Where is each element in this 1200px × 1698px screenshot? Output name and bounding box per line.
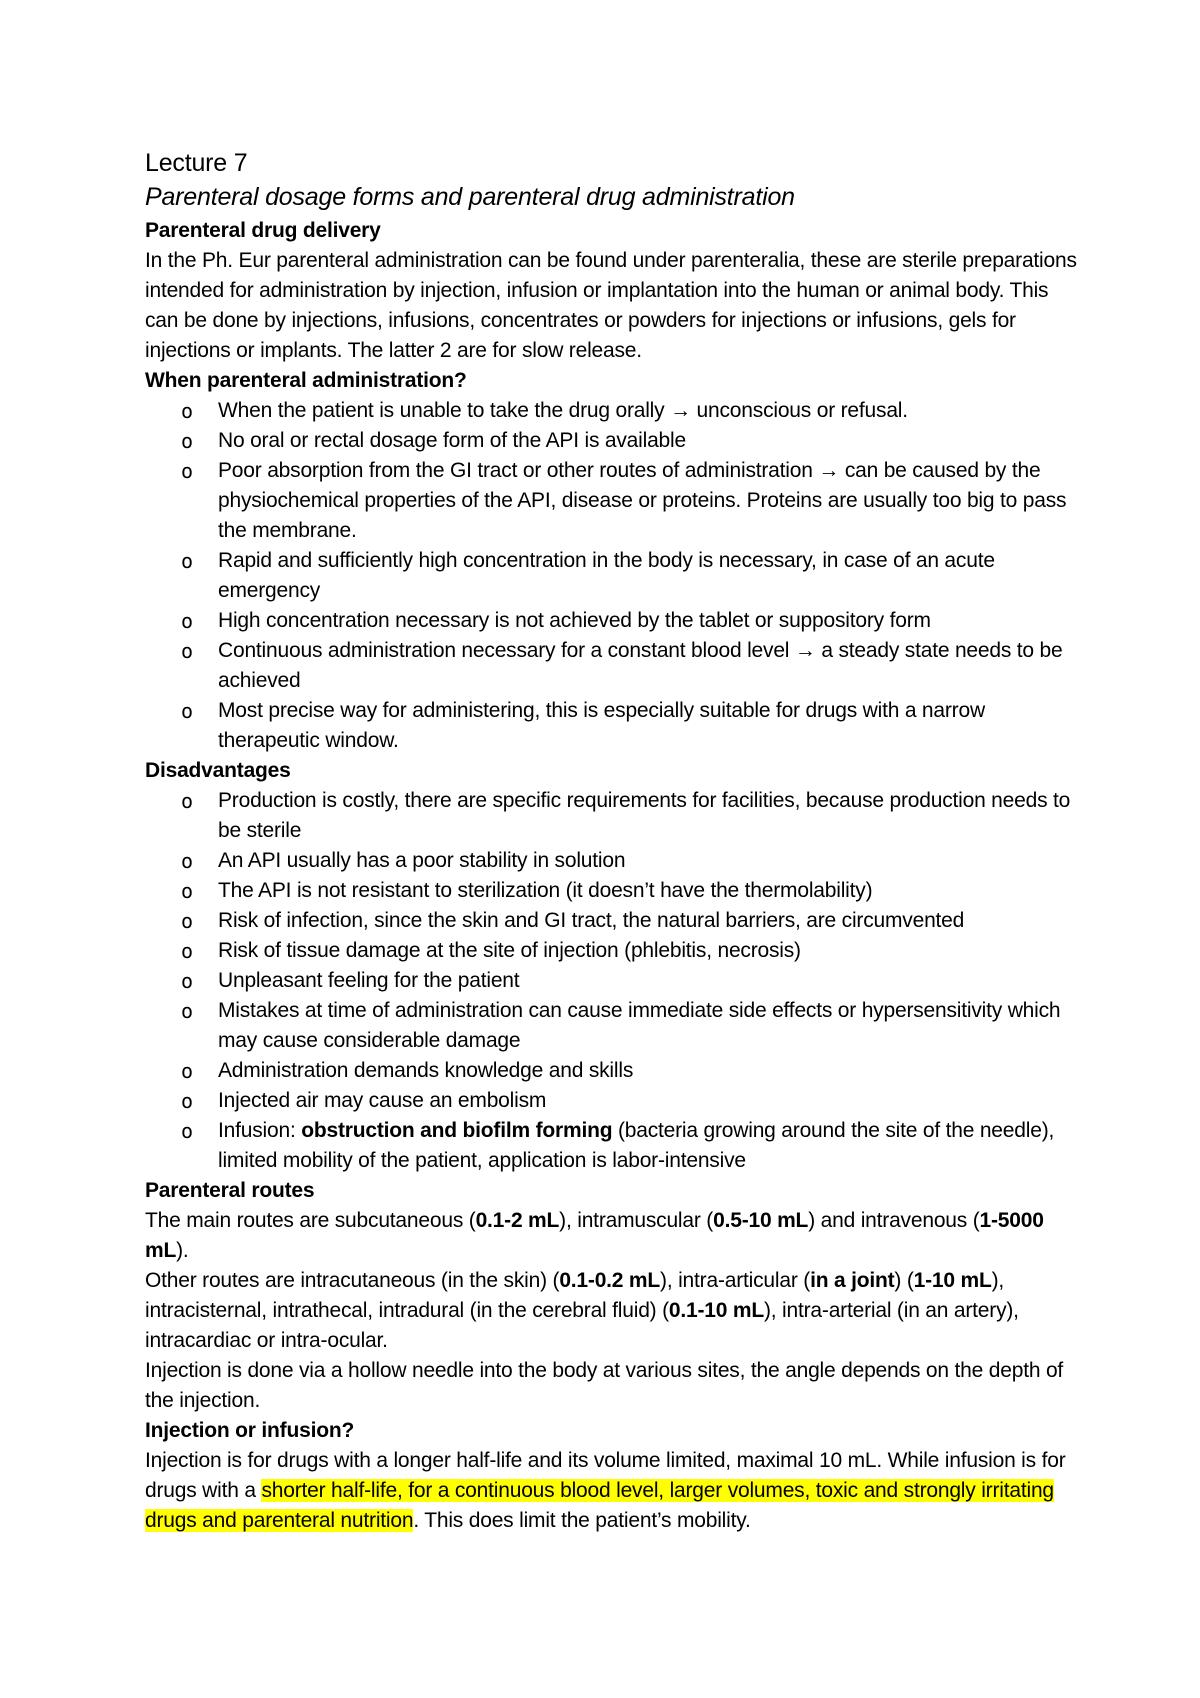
bullet-icon: o (181, 609, 193, 633)
list-item: o Infusion: obstruction and biofilm forming (bacteria growing around the site of the needle), limited mobility of the patient, application is labor-intensive (218, 1116, 1080, 1176)
list-item: o When the patient is unable to take the drug orally → unconscious or refusal. (218, 396, 1080, 426)
list-item: o An API usually has a poor stability in solution (218, 846, 1080, 876)
list-item: o Injected air may cause an embolism (218, 1086, 1080, 1116)
delivery-paragraph: In the Ph. Eur parenteral administration can be found under parenteralia, these are sterile preparations intended for administration by injection, infusion or implantation into the human or animal body. This can be done by injections, infusions, concentrates or powders for injections or infusions, gels for injections or implants. The latter 2 are for slow release. (145, 249, 1077, 362)
list-item: o The API is not resistant to sterilization (it doesn’t have the thermolability) (218, 876, 1080, 906)
heading-parenteral-routes: Parenteral routes (145, 1179, 315, 1202)
bullet-icon: o (181, 999, 193, 1023)
bullet-icon: o (181, 939, 193, 963)
injection-infusion-paragraph: Injection is for drugs with a longer half-life and its volume limited, maximal 10 mL. While infusion is for drugs with a shorter half-life, for a continuous blood level, larger volumes, toxic and strongly irritating drugs and parenteral nutrition. This does limit the patient’s mobility. (145, 1449, 1066, 1532)
lecture-subtitle: Parenteral dosage forms and parenteral drug administration (145, 183, 795, 211)
bullet-icon: o (181, 969, 193, 993)
list-item: o Unpleasant feeling for the patient (218, 966, 1080, 996)
main-routes-paragraph: The main routes are subcutaneous (0.1-2 mL), intramuscular (0.5-10 mL) and intravenous (1-5000 mL). (145, 1209, 1044, 1262)
bullet-icon: o (181, 849, 193, 873)
disadvantages-list (145, 786, 1080, 1176)
bullet-icon: o (181, 789, 193, 813)
heading-parenteral-drug-delivery: Parenteral drug delivery (145, 219, 381, 242)
list-item: o Risk of infection, since the skin and GI tract, the natural barriers, are circumvented (218, 906, 1080, 936)
list-item: o Production is costly, there are specific requirements for facilities, because production needs to be sterile (218, 786, 1080, 846)
when-list (145, 396, 1080, 756)
bullet-icon: o (181, 699, 193, 723)
list-item: o High concentration necessary is not achieved by the tablet or suppository form (218, 606, 1080, 636)
list-item: o Rapid and sufficiently high concentration in the body is necessary, in case of an acute emergency (218, 546, 1080, 606)
list-item: o Continuous administration necessary for a constant blood level → a steady state needs to be achieved (218, 636, 1080, 696)
highlighted-text: shorter half-life, for a continuous blood level, larger volumes, toxic and strongly irritating drugs and parenteral nutrition (145, 1479, 1054, 1532)
bullet-icon: o (181, 399, 193, 423)
bullet-icon: o (181, 1059, 193, 1083)
bullet-icon: o (181, 1089, 193, 1113)
heading-when-parenteral: When parenteral administration? (145, 369, 467, 392)
other-routes-paragraph: Other routes are intracutaneous (in the skin) (0.1-0.2 mL), intra-articular (in a joint) (1-10 mL), intracisternal, intrathecal, intradural (in the cerebral fluid) (0.1-10 mL), intra-arterial (in an artery), intracardiac or intra-ocular. (145, 1269, 1019, 1352)
list-item: o Administration demands knowledge and skills (218, 1056, 1080, 1086)
arrow-right-icon: → (794, 639, 816, 662)
list-item: o Risk of tissue damage at the site of injection (phlebitis, necrosis) (218, 936, 1080, 966)
bullet-icon: o (181, 639, 193, 663)
bullet-icon: o (181, 429, 193, 453)
list-item: o Poor absorption from the GI tract or other routes of administration → can be caused by the physiochemical properties of the API, disease or proteins. Proteins are usually too big to pass the membrane. (218, 456, 1080, 546)
lecture-title: Lecture 7 (145, 149, 248, 177)
list-item: o Most precise way for administering, this is especially suitable for drugs with a narrow therapeutic window. (218, 696, 1080, 756)
bullet-icon: o (181, 459, 193, 483)
injection-paragraph: Injection is done via a hollow needle into the body at various sites, the angle depends on the depth of the injection. (145, 1359, 1064, 1412)
arrow-right-icon: → (818, 459, 840, 482)
list-item: o No oral or rectal dosage form of the API is available (218, 426, 1080, 456)
bullet-icon: o (181, 1119, 193, 1143)
arrow-right-icon: → (670, 399, 691, 422)
heading-injection-or-infusion: Injection or infusion? (145, 1419, 355, 1442)
heading-disadvantages: Disadvantages (145, 759, 291, 782)
list-item: o Mistakes at time of administration can cause immediate side effects or hypersensitivity which may cause considerable damage (218, 996, 1080, 1056)
document-page (145, 146, 1080, 1536)
bullet-icon: o (181, 549, 193, 573)
bullet-icon: o (181, 909, 193, 933)
bullet-icon: o (181, 879, 193, 903)
